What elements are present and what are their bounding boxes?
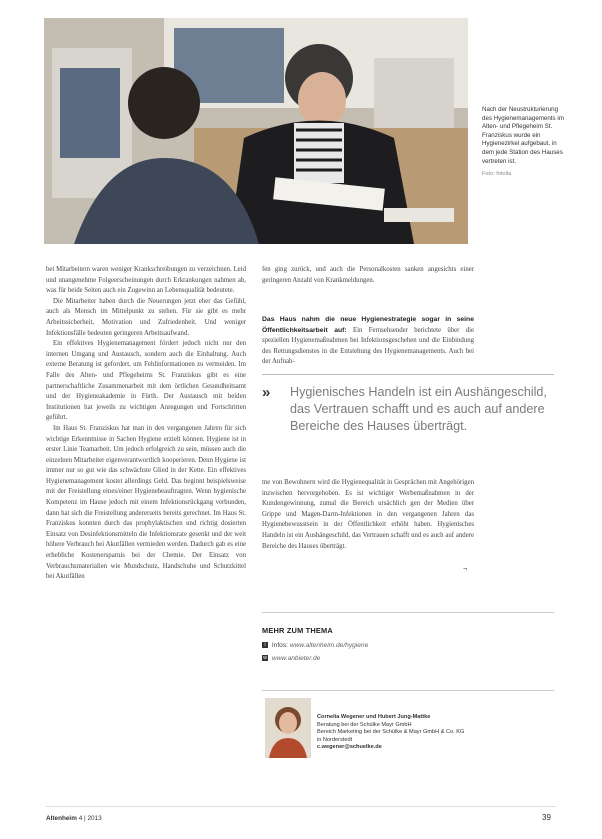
info-label: Infos: bbox=[271, 642, 288, 649]
paragraph: Im Haus St. Franziskus hat man in den vergangenen Jahren für sich wichtige Erkenntnisse in Sachen Hygiene erzielt können. Hygiene ist in erster Linie Teamarbeit. Um jedoch erfolgreich zu sein, müssen auch die einzelnen Mitarbeiter eigenverantwortlich kooperieren. Denn Hygiene ist immer nur so gut wie das schwächste Glied in der Kette. Ein effektives Hygienemanagement kostet allerdings Geld. Das beginnt beispielsweise mit der Freistellung eines/einer Hygienebeauftragten. Wenn hygienische Kompetenz im Hause jedoch mit einem Infektionsrückgang verbunden, dann hat sich die Freistellung andererseits bereits gerechnet. Im Haus St. Franziskus konnten durch das prophylaktischen und richtig dosierten Einsatz von Desinfektionsmitteln die Infektionsrate gesenkt und der weit höhere Verbrauch bei Akutfällen vermieden werden. Dadurch gab es eine erhebliche Kostenersparnis bei der Chemie. Der Einsatz von Verbrauchsmaterialien wie Mundschutz, Handschuhe und Schutzkittel bei Akutfällen bbox=[46, 424, 246, 581]
author-bio bbox=[317, 714, 477, 752]
paragraph: Ein Fernsehsender berichtete über die speziellen Hygienemaßnahmen bei Infektionsgeschehen und die Einbindung des Rettungsdienstes in die Entstehung des Hygienemanagements. Auch bei der Aufnah- bbox=[262, 326, 474, 365]
article-photo bbox=[44, 18, 468, 244]
info-icon: i bbox=[262, 642, 268, 648]
photo-credit: Foto: fotolia bbox=[482, 171, 512, 178]
paragraph: me von Bewohnern wird die Hygienequalität in Gesprächen mit Angehörigen inzwischen hervorgehoben. Es ist wichtiger Werbemaßnahmen in der Kundengewinnung, zumal die Bereich ursächlich gen der Medien über Grippe und Magen-Darm-Infektionen in den vergangenen Jahren das Hygienebewusstsein in der Öffentlichkeit erhöht haben. Hygienisches Handeln ist ein Aushängeschild, das Vertrauen schafft und es auch auf andere Bereiche des Hauses überträgt. bbox=[262, 479, 474, 550]
body-column-left bbox=[46, 265, 246, 805]
paragraph: bei Mitarbeitern waren weniger Krankschreibungen zu verzeichnen. Leid und unangenehme Folgeerscheinungen durch Erkrankungen nahmen ab, was für beide Seiten auch ein Zugewinn an Lebensqualität bedeutete. bbox=[46, 266, 246, 295]
info-link[interactable] bbox=[262, 642, 368, 649]
quote-chevron-icon: » bbox=[262, 384, 271, 401]
author-line: Bereich Marketing bei der Schülke & Mayr GmbH & Co. KG bbox=[317, 729, 465, 736]
author-photo bbox=[265, 698, 311, 758]
caption-text: Nach der Neustrukturierung des Hygienemanagements im Alten- und Pflegeheim St. Franziskus wurde ein Hygienezirkel aufgebaut, in dem jede Station des Hauses vertreten ist. bbox=[482, 106, 564, 165]
pull-quote bbox=[262, 384, 558, 436]
divider bbox=[262, 612, 554, 613]
paragraph: Ein effektives Hygienemanagement fördert jedoch nicht nur den internen Umgang und Austausch, sondern auch die Einhaltung. Auch externe Beratung ist gefordert, um Fehlinformationen zu vermeiden. Im Falle des Alten- und Pflegeheims St. Franziskus gibt es eine partnerschaftliche Zusammenarbeit mit dem örtlichen Gesundheitsamt und der Hygieneakademie in Fürth. Der Austausch mit beiden Institutionen hat jeweils zu wichtigen Anregungen und Fortschritten geführt. bbox=[46, 340, 246, 422]
divider bbox=[262, 374, 554, 375]
web-url[interactable]: www.anbieter.de bbox=[271, 655, 321, 662]
end-mark-icon: ¬ bbox=[463, 566, 468, 573]
body-column-right-bottom bbox=[262, 478, 474, 578]
paragraph: fen ging zurück, und auch die Personalkosten sanken angesichts einer geringeren Anzahl von Krankmeldungen. bbox=[262, 266, 474, 284]
section-subhead: Das Haus nahm die neue Hygienestrategie sogar in seine Öffentlichkeitsarbeit auf: bbox=[262, 316, 474, 334]
footer-publication bbox=[46, 815, 102, 822]
author-email[interactable]: c.wegener@schuelke.de bbox=[317, 744, 382, 751]
photo-caption bbox=[482, 106, 568, 179]
web-link[interactable] bbox=[262, 655, 320, 662]
more-on-topic-title: MEHR ZUM THEMA bbox=[262, 626, 333, 635]
body-column-right-section bbox=[262, 315, 474, 365]
pull-quote-text: Hygienisches Handeln ist ein Aushängeschild, das Vertrauen schafft und es auch auf andere Bereiche des Hauses überträgt. bbox=[290, 385, 547, 434]
info-url[interactable]: www.altenheim.de/hygiene bbox=[289, 642, 369, 649]
footer-divider bbox=[46, 806, 556, 807]
page-number: 39 bbox=[542, 813, 551, 822]
issue: 4 | 2013 bbox=[78, 815, 102, 822]
office-photo-icon bbox=[44, 18, 468, 244]
author-line: Beratung bei der Schülke Mayr GmbH bbox=[317, 721, 412, 728]
divider bbox=[262, 690, 554, 691]
author-portrait-icon bbox=[265, 698, 311, 758]
body-column-right-top bbox=[262, 265, 474, 309]
publication-name: Altenheim bbox=[46, 815, 77, 822]
author-name: Cornelia Wegener und Hubert Jung-Mattke bbox=[317, 714, 431, 720]
author-line: in Norderstedt bbox=[317, 736, 353, 743]
paragraph: Die Mitarbeiter haben durch die Neuerungen jetzt eher das Gefühl, auch als Mensch im Mittelpunkt zu stehen. Für sie gibt es mehr Arbeitssicherheit, Motivation und Zufriedenheit. Und weniger Infektionsfälle bedeuten geringeren Arbeitsaufwand. bbox=[46, 297, 246, 337]
web-icon: w bbox=[263, 655, 267, 662]
